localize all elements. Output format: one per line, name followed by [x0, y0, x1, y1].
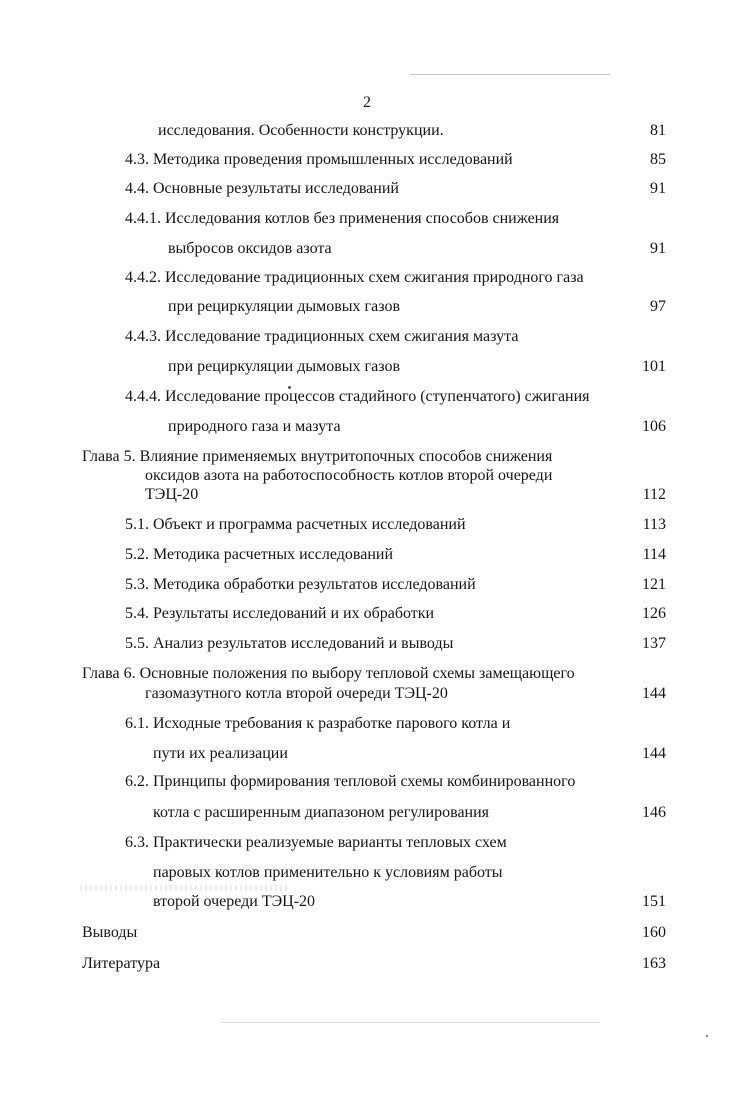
toc-entry-page: 137: [642, 635, 666, 652]
toc-entry-text: 6.1. Исходные требования к разработке парового котла и: [125, 715, 511, 732]
toc-entry-page: 97: [650, 298, 666, 315]
toc-entry-text: 5.3. Методика обработки результатов исследований: [125, 576, 476, 593]
toc-entry-page: 106: [642, 418, 666, 435]
toc-entry-page: 151: [642, 893, 666, 910]
chapter-entry-text-continued: ТЭЦ-20: [145, 486, 199, 503]
toc-entry-text: 5.4. Результаты исследований и их обработки: [125, 605, 435, 622]
references-entry-text: Литература: [82, 955, 161, 972]
toc-entry-text: 4.4.2. Исследование традиционных схем сжигания природного газа: [125, 269, 584, 286]
toc-entry-page: 144: [642, 745, 666, 762]
toc-entry-page: 101: [642, 358, 666, 375]
toc-entry-page: 85: [650, 151, 666, 168]
toc-entry-page: 81: [650, 122, 666, 139]
toc-entry-text-continued: при рециркуляции дымовых газов: [168, 358, 400, 375]
page-number: 2: [363, 94, 371, 111]
toc-entry-page: 113: [642, 516, 666, 533]
toc-entry-text-continued: природного газа и мазута: [168, 418, 341, 435]
toc-entry-page: 91: [650, 180, 666, 197]
conclusions-entry-text: Выводы: [82, 924, 138, 941]
toc-entry-page: 163: [642, 955, 666, 972]
chapter-entry-text-continued: оксидов азота на работоспособность котлов второй очереди: [145, 467, 553, 484]
scan-artifact-top: [410, 74, 610, 75]
toc-entry-text-continued: второй очереди ТЭЦ-20: [153, 893, 316, 910]
toc-entry-text: 6.2. Принципы формирования тепловой схемы комбинированного: [125, 773, 576, 790]
toc-entry-text: 5.2. Методика расчетных исследований: [125, 546, 394, 563]
toc-entry-page: 126: [642, 605, 666, 622]
toc-entry-page: 112: [642, 486, 666, 503]
toc-entry-text: 4.4.1. Исследования котлов без применения способов снижения: [125, 210, 560, 227]
toc-entry-page: 114: [642, 546, 666, 563]
toc-entry-text: 5.1. Объект и программа расчетных исследований: [125, 516, 466, 533]
toc-entry-page: 146: [642, 804, 666, 821]
toc-entry-text: 4.3. Методика проведения промышленных исследований: [125, 151, 513, 168]
toc-entry-text-continued: пути их реализации: [153, 745, 288, 762]
scan-artifact-haze: [80, 885, 290, 891]
toc-entry-text: 6.3. Практически реализуемые варианты тепловых схем: [125, 834, 507, 851]
toc-entry-text: 4.4.4. Исследование процессов стадийного (ступенчатого) сжигания: [125, 388, 590, 405]
toc-entry-page: 91: [650, 240, 666, 257]
chapter-entry-text: Глава 5. Влияние применяемых внутритопочных способов снижения: [82, 448, 553, 465]
toc-entry-text: исследования. Особенности конструкции.: [158, 122, 444, 139]
toc-entry-text-continued: паровых котлов применительно к условиям работы: [153, 864, 503, 881]
scan-speck: [706, 1035, 708, 1037]
toc-entry-text: 4.4. Основные результаты исследований: [125, 180, 399, 197]
toc-entry-text-continued: при рециркуляции дымовых газов: [168, 298, 400, 315]
toc-entry-page: 144: [642, 685, 666, 702]
toc-entry-page: 121: [642, 576, 666, 593]
toc-entry-text: 4.4.3. Исследование традиционных схем сжигания мазута: [125, 328, 519, 345]
toc-entry-text-continued: выбросов оксидов азота: [168, 240, 332, 257]
toc-entry-text-continued: котла с расширенным диапазоном регулирования: [153, 804, 490, 821]
toc-entry-page: 160: [642, 924, 666, 941]
chapter-entry-text: Глава 6. Основные положения по выбору тепловой схемы замещающего: [82, 665, 575, 682]
toc-entry-text: 5.5. Анализ результатов исследований и выводы: [125, 635, 454, 652]
scan-artifact-bottom: [220, 1022, 600, 1023]
chapter-entry-text-continued: газомазутного котла второй очереди ТЭЦ-20: [145, 685, 448, 702]
